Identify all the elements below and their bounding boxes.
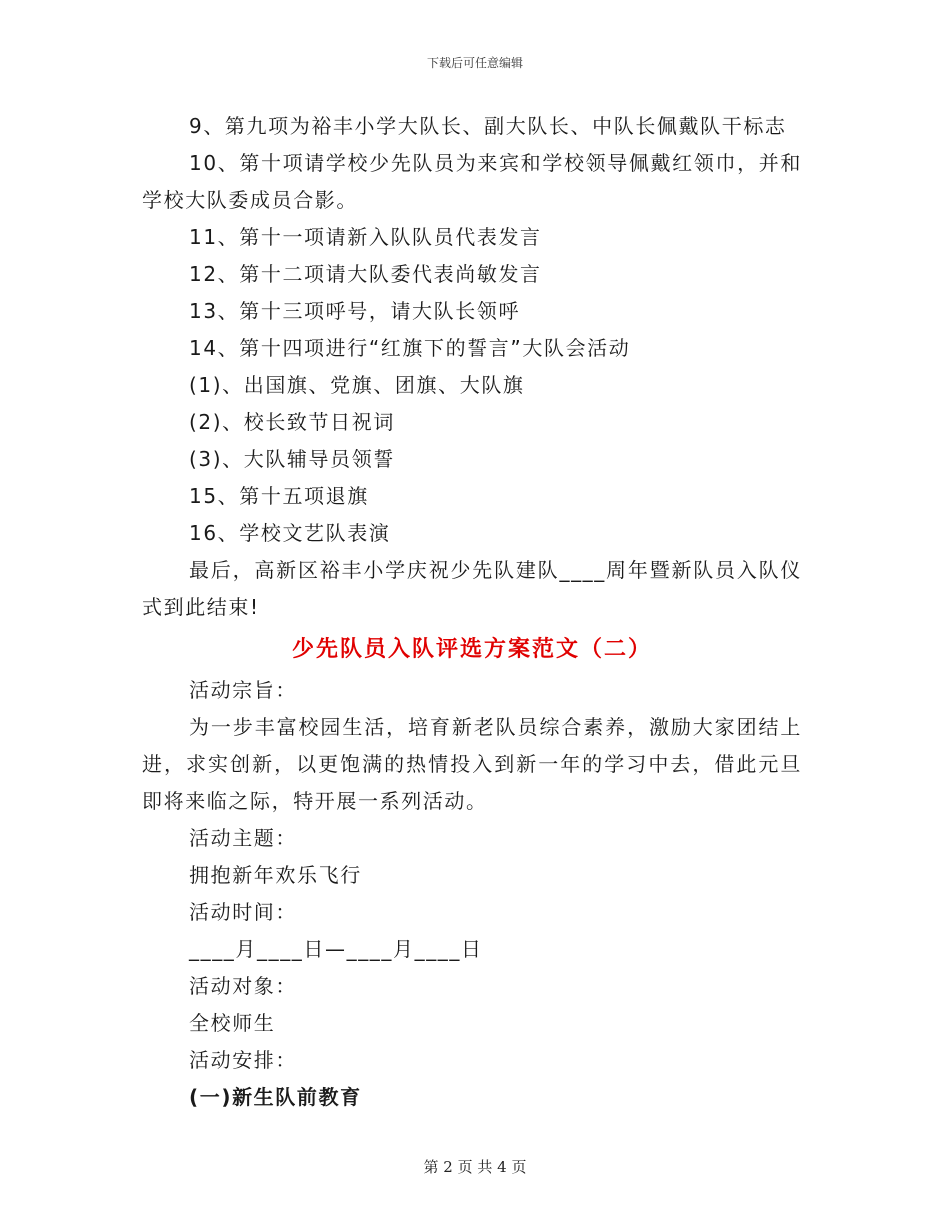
- list-item: 14、第十四项进行“红旗下的誓言”大队会活动: [189, 336, 631, 360]
- theme-label: 活动主题：: [189, 826, 297, 850]
- list-item: (2)、校长致节日祝词: [189, 410, 395, 434]
- time-value: ____月____日—____月____日: [189, 937, 483, 961]
- document-body: [142, 108, 802, 1116]
- sub-heading: (一)新生队前教育: [189, 1085, 362, 1109]
- arrange-label: 活动安排：: [189, 1048, 297, 1072]
- target-value: 全校师生: [189, 1011, 276, 1035]
- closing-paragraph: 最后，高新区裕丰小学庆祝少先队建队____周年暨新队员入队仪式到此结束!: [142, 558, 802, 619]
- list-item: 12、第十二项请大队委代表尚敏发言: [189, 262, 542, 286]
- time-label: 活动时间：: [189, 900, 297, 924]
- list-item: 11、第十一项请新入队队员代表发言: [189, 225, 542, 249]
- list-item: 9、第九项为裕丰小学大队长、副大队长、中队长佩戴队干标志: [189, 114, 787, 138]
- list-item: 16、学校文艺队表演: [189, 521, 391, 545]
- list-item: 15、第十五项退旗: [189, 484, 369, 508]
- list-item: (3)、大队辅导员领誓: [189, 447, 395, 471]
- page-footer: 第 2 页 共 4 页: [423, 1158, 527, 1176]
- list-item: 13、第十三项呼号，请大队长领呼: [189, 299, 521, 323]
- target-label: 活动对象：: [189, 974, 297, 998]
- theme-value: 拥抱新年欢乐飞行: [189, 863, 362, 887]
- list-item: (1)、出国旗、党旗、团旗、大队旗: [189, 373, 525, 397]
- purpose-paragraph: 为一步丰富校园生活，培育新老队员综合素养，激励大家团结上进，求实创新，以更饱满的热情投入到新一年的学习中去，借此元旦即将来临之际，特开展一系列活动。: [142, 715, 802, 813]
- purpose-label: 活动宗旨：: [189, 678, 297, 702]
- section-title: 少先队员入队评选方案范文（二）: [291, 637, 652, 662]
- list-item-10: 10、第十项请学校少先队员为来宾和学校领导佩戴红领巾，并和学校大队委成员合影。: [142, 151, 802, 212]
- page-header: 下载后可任意编辑: [426, 56, 523, 70]
